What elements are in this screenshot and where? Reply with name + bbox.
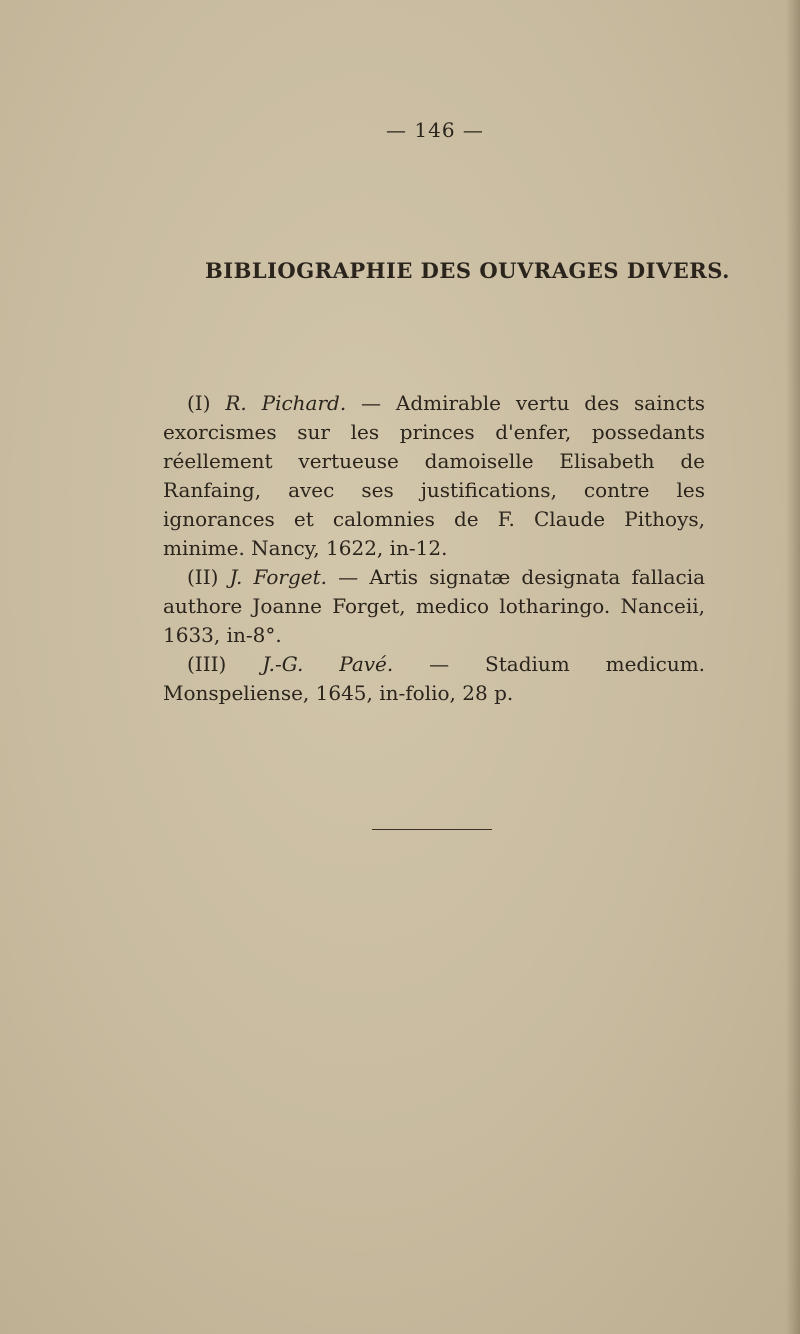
entry-number: (I)	[187, 391, 211, 415]
entry-text: — Artis signatæ designata fallacia authore Joanne Forget, medico lotharingo. Nanceii, 1633, in-8°.	[163, 565, 706, 647]
entry-number: (II)	[187, 565, 219, 589]
entry-author: J. Forget.	[229, 565, 327, 589]
end-rule-divider	[372, 829, 492, 830]
bibliography-list	[163, 389, 705, 708]
entry-author: R. Pichard.	[225, 391, 347, 415]
entry-text: — Stadium medicum. Monspeliense, 1645, in-folio, 28 p.	[163, 652, 706, 705]
bibliography-entry	[163, 563, 705, 650]
bibliography-entry	[163, 389, 705, 563]
bibliography-entry	[163, 650, 705, 708]
section-heading: BIBLIOGRAPHIE DES OUVRAGES DIVERS.	[205, 258, 730, 283]
entry-author: J.-G. Pavé.	[262, 652, 394, 676]
entry-number: (III)	[187, 652, 227, 676]
entry-text: — Admirable vertu des saincts exorcismes sur les princes d'enfer, possedants réellement vertueuse damoiselle Elisabeth de Ranfaing, avec ses justifications, contre les ignorances et calomnies de F. Claude Pithoys, minime. Nancy, 1622, in-12.	[163, 391, 706, 560]
page-number: — 146 —	[386, 118, 484, 142]
page-edge-shadow	[786, 0, 800, 1334]
